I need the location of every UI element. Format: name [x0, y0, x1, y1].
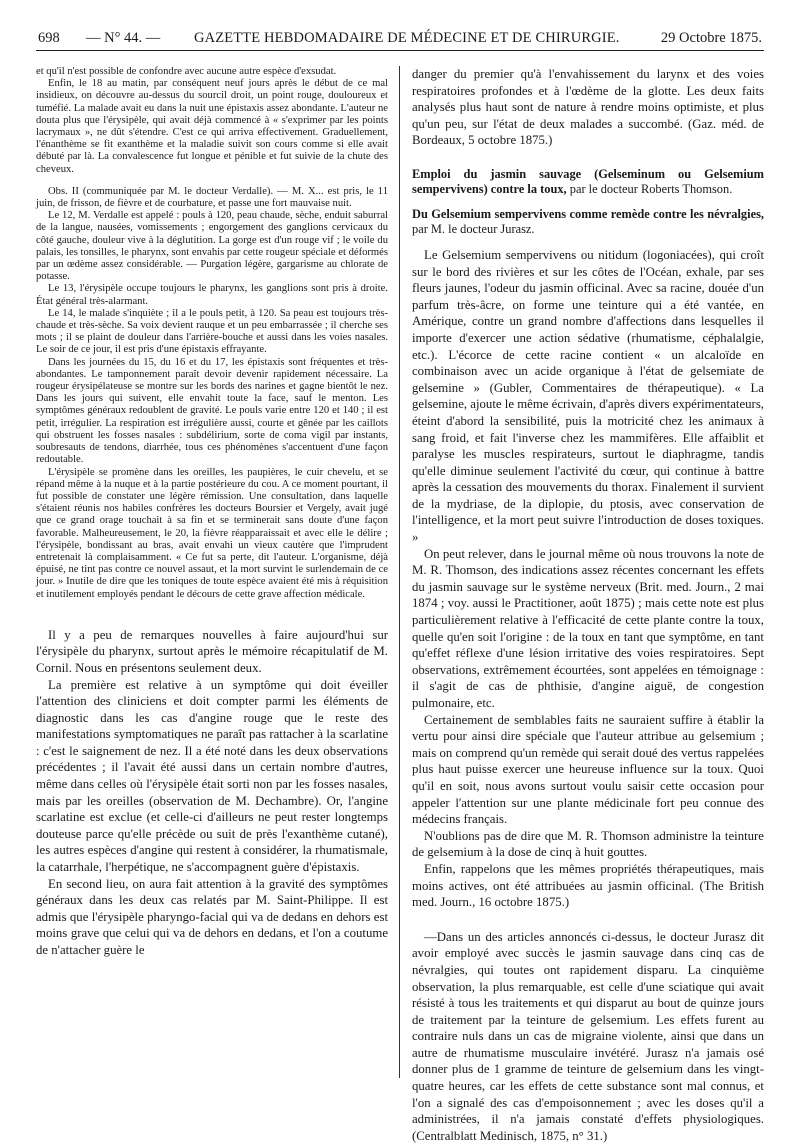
left-paragraph-6: Le 14, le malade s'inquiète ; il a le pouls petit, à 120. Sa peau est toujours très-chaude et très-sèche. Sa voix devient rauque et un peu embarrassée ; il cherche ses mots ; il se plaint de douleur dans l'arrière-bouche et aussi dans les voies nasales. Le soir de ce jour, il est pris d'une épistaxis effrayante.: [36, 307, 388, 356]
left-paragraph-4: Le 12, M. Verdalle est appelé : pouls à 120, peau chaude, sèche, enduit saburral de la langue, nausées, vomissements ; engorgement des ganglions cervicaux du côté gauche, douleur vive à la déglutition. La gorge est d'un rouge vif ; le voile du palais, les tonsilles, le pharynx, sont envahis par cette rougeur spéciale et déformés par un œdème assez considérable. — Purgation légère, gargarisme au chlorate de potasse.: [36, 210, 388, 283]
right-paragraph-1: danger du premier qu'à l'envahissement du larynx et des voies respiratoires profondes et à l'œdème de la glotte. Les deux faits analysés plus haut sont de nature à rendre moins optimiste, et plus qu'un peu, sur l'état de deux malades a succombé. (Gaz. méd. de Bordeaux, 5 octobre 1875.): [412, 67, 764, 148]
right-paragraph-3: On peut relever, dans le journal même où nous trouvons la note de M. R. Thomson, des indications assez récentes concernant les effets du jasmin sauvage sur le système nerveux (Brit. med. Journ., 2 mai 1874 ; voy. aussi le Practitioner, août 1875) ; mais cette note est plus particulièrement relative à l'efficacité de cette plante contre la toux, quelle qu'en soit l'origine : de la toux en tant que symptôme, en tant qu'effet réflexe d'une lésion irritative des voies respiratoires. Sept observations, extrêmement écourtées, sont appelées en témoignage : il s'agit de cas de phthisie, d'angine aiguë, de congestion pulmonaire, etc.: [412, 546, 764, 710]
right-paragraph-6: Enfin, rappelons que les mêmes propriétés thérapeutiques, mais moins actives, ont été attribuées au jasmin officinal. (The British med. Journ., 16 octobre 1875.): [412, 861, 764, 910]
left-column: [36, 66, 388, 959]
left-paragraph-2: Enfin, le 18 au matin, par conséquent neuf jours après le début de ce mal insidieux, on découvre au-dessus du sourcil droit, un point rouge, douloureux et tuméfié. La malade avait eu dans la nuit une épistaxis assez abondante. L'auteur ne douta plus que l'érysipèle, qui avait déjà commencé à « s'exprimer par les points lacrymaux », ne dût s'étendre. C'est ce qui arriva effectivement. Graduellement, l'énanthème se fit exanthème et la maladie suivit son cours comme si elle avait débuté par là. La convalescence fut longue et pénible et fut suivie de la chute des cheveux.: [36, 78, 388, 175]
right-paragraph-4: Certainement de semblables faits ne sauraient suffire à établir la vertu pour ainsi dire spéciale que l'auteur attribue au gelsemium ; mais on comprend qu'un remède qui serait doué des vertus rappelées plus haut puisse exercer une heureuse influence sur la toux. Quoi qu'il en soit, nous avons surtout voulu saisir cette occasion pour appeler l'attention sur une plante médicinale fort peu connue des médecins français.: [412, 712, 764, 827]
journal-title: GAZETTE HEBDOMADAIRE DE MÉDECINE ET DE CHIRURGIE.: [194, 30, 620, 46]
left-paragraph-8: L'érysipèle se promène dans les oreilles, les paupières, le cuir chevelu, et se répand même à la nuque et à la partie postérieure du cou. A ce moment pourtant, il fut possible de constater une légère rémission. Une consultation, dans laquelle s'étaient réunis nos habiles confrères les docteurs Boursier et Vergely, avait jugé que ce grand orage touchait à sa fin et se terminerait sans doute d'une façon favorable. Malheureusement, le 20, la fièvre réapparaissait et avec elle le délire ; l'érysipèle, bondissant au bras, avait envahi un vieux cautère que l'imprudent entretenait là complaisamment. « Ce fut sa perte, dit l'auteur. L'organisme, déjà épuisé, ne tint pas contre ce nouvel assaut, et la mort survint le surlendemain de ce jour. » Inutile de dire que les toniques de toute espèce avaient été mis à réquisition et inutilement employés pendant le décours de cette grave affection médicale.: [36, 466, 388, 600]
right-paragraph-7: —Dans un des articles annoncés ci-dessus, le docteur Jurasz dit avoir employé avec succès le jasmin sauvage dans cinq cas de névralgies, qui toutes ont rapidement disparu. La cinquième observation, la plus remarquable, est celle d'une sciatique qui avait résisté à tous les traitements et qui disparut au bout de quinze jours de traitement par la teinture de gelsemium. Les effets furent au contraire nuls dans un cas de migraine violente, ainsi que dans un autre de rhumatisme musculaire invétéré. Jurasz n'a jamais osé donner plus de 1 gramme de teinture de gelsemium dans les vingt-quatre heures, car les effets de cette substance sont mal connus, et l'on a signalé des cas d'empoisonnement ; avec les doses qu'il a administrées, il n'a jamais constaté d'effets physiologiques. (Centralblatt Medinisch, 1875, n° 31.): [412, 929, 764, 1143]
column-divider: [399, 66, 400, 1078]
issue-number: — N° 44. —: [86, 30, 161, 46]
page-number: 698: [38, 30, 60, 46]
left-paragraph-3: Obs. II (communiquée par M. le docteur Verdalle). — M. X... est pris, le 11 juin, de frisson, de fièvre et de courbature, et passe une fort mauvaise nuit.: [36, 185, 388, 210]
left-paragraph-5: Le 13, l'érysipèle occupe toujours le pharynx, les ganglions sont pris à droite. État général très-alarmant.: [36, 283, 388, 307]
right-column: [412, 66, 764, 1144]
issue-date: 29 Octobre 1875.: [660, 30, 762, 46]
left-paragraph-1: et qu'il n'est possible de confondre avec aucune autre espèce d'exsudat.: [36, 66, 337, 77]
article-heading-2-author: par M. le docteur Jurasz.: [412, 221, 535, 236]
page-header: [36, 28, 764, 51]
article-heading-1: [412, 167, 764, 197]
article-heading-2-title: Du Gelsemium sempervivens comme remède contre les névralgies,: [412, 206, 764, 221]
left-paragraph-7: Dans les journées du 15, du 16 et du 17, les épistaxis sont fréquentes et très-abondantes. Le tamponnement paraît devoir devenir rapidement nécessaire. La rougeur érysipélateuse se montre sur les bords des narines et gagne bientôt le nez. Dans les jours qui suivent, elle envahit toute la face, sauf le menton. Les symptômes généraux redoublent de gravité. Le pouls varie entre 120 et 140 ; il est petit, irrégulier. La respiration est irrégulière aussi, courte et gênée par les caillots qui obstruent les fosses nasales : subdélirium, sorte de coma vigil par instants, soubresauts de tendons, diarrhée, tous ces phénomènes s'accentuent d'une façon redoutable.: [36, 356, 388, 466]
right-paragraph-2: Le Gelsemium sempervivens ou nitidum (logoniacées), qui croît sur le bord des rivières et sur les côtes de l'Océan, exhale, par ses fleurs jaunes, l'odeur du jasmin officinal. Avec sa racine, douée d'un parfum très-âcre, on forme une teinture qui a été vantée, en Amérique, contre un grand nombre d'affections dans lesquelles il importe d'exercer une action sédative (rhumatisme, céphalalgie, etc.). L'écorce de cette racine contient « un alcaloïde en combinaison avec un acide organique à l'état de gelsemiate de gelsemine » (Gubler, Commentaires de thérapeutique). « La gelsemine, ajoute le même écrivain, d'après divers expérimentateurs, éteint d'abord la sensibilité, puis la motricité chez les animaux à sang froid, et fait l'inverse chez les mammifères. Elle affaiblit et paralyse les muscles respirateurs, surtout le diaphragme, tandis qu'elle diminue seulement l'activité du cœur, qui continue à battre après la cessation des mouvements du thorax. Finalement il survient de la mydriase, de la diplopie, du ptosis, avec conservation de l'intelligence, et la mort peut suivre l'introduction de doses toxiques. »: [412, 247, 764, 545]
article-heading-1-author: par le docteur Roberts Thomson.: [569, 181, 733, 196]
article-heading-1-title: Emploi du jasmin sauvage (Gelseminum ou Gelsemium sempervivens) contre la toux,: [412, 166, 764, 196]
left-paragraph-10: La première est relative à un symptôme qui doit éveiller l'attention des cliniciens et doit compter parmi les éléments de diagnostic dans les cas d'angine rouge que le reste des manifestations symptomatiques ne paraît pas rattacher à la scarlatine : c'est le saignement de nez. Il a été noté dans les deux observations précédentes ; il l'avait été aussi dans un certain nombre d'autres, même dans celles où l'érysipèle était sorti non par les fosses nasales, mais par les oreilles (observation de M. Dechambre). Or, l'angine scarlatine est exclue (et celle-ci d'ailleurs ne peut rester longtemps douteuse parce qu'elle précède ou suit de près l'exanthème cutané), les autres espèces d'angine qui restent à considérer, la rhumatismale, la catarrhale, l'herpétique, ne s'accompagnent guère d'épistaxis.: [36, 677, 388, 875]
article-heading-2: [412, 207, 764, 237]
journal-page: [36, 28, 764, 1143]
left-paragraph-11: En second lieu, on aura fait attention à la gravité des symptômes généraux dans les deux cas relatés par M. Saint-Philippe. Il est admis que l'érysipèle pharyngo-facial qui va de dedans en dehors est moins grave que celui qui va de dehors en dedans, et l'on a coutume de n'attacher guère le: [36, 876, 388, 958]
right-paragraph-5: N'oublions pas de dire que M. R. Thomson administre la teinture de gelsemium à la dose de cinq à huit gouttes.: [412, 828, 764, 860]
left-paragraph-9: Il y a peu de remarques nouvelles à faire aujourd'hui sur l'érysipèle du pharynx, surtout après le mémoire récapitulatif de M. Cornil. Nous en présentons seulement deux.: [36, 627, 388, 675]
